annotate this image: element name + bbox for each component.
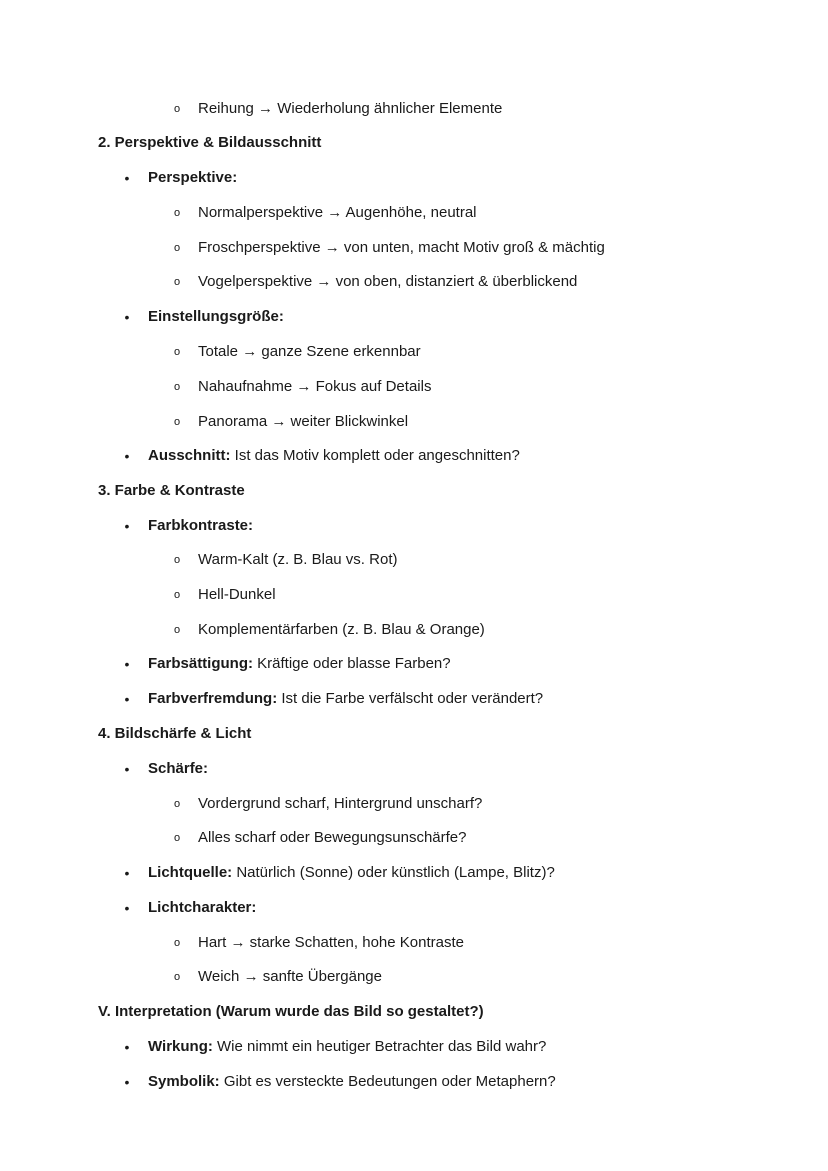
list-item [0, 1070, 760, 1094]
circle-bullet-icon: o [173, 103, 181, 115]
list-item-text [148, 444, 520, 468]
list-item [0, 97, 760, 121]
list-item-body: Ist die Farbe verfälscht oder verändert? [277, 690, 544, 707]
section-heading: 3. Farbe & Kontraste [98, 482, 245, 499]
bullet-icon: • [124, 170, 130, 186]
bullet-icon: • [124, 691, 130, 707]
list-item [0, 166, 760, 190]
list-item [0, 375, 760, 399]
circle-bullet-icon: o [173, 624, 181, 636]
list-item [0, 444, 760, 468]
list-item-label: Farbsättigung: [148, 655, 253, 672]
section-heading: V. Interpretation (Warum wurde das Bild so gestaltet?) [98, 1003, 484, 1020]
circle-bullet-icon: o [173, 276, 181, 288]
list-item [0, 652, 760, 676]
list-item-text [148, 1070, 556, 1094]
list-item-text: Hell-Dunkel [198, 586, 276, 603]
list-item [0, 757, 760, 781]
list-item-label: Einstellungsgröße: [148, 308, 284, 325]
list-item [0, 965, 760, 989]
circle-bullet-icon: o [173, 207, 181, 219]
list-item [0, 861, 760, 885]
list-item-body: Ist das Motiv komplett oder angeschnitten? [230, 447, 520, 464]
list-item-text: Hart → starke Schatten, hohe Kontraste [198, 934, 464, 951]
list-item [0, 270, 760, 294]
bullet-icon: • [124, 518, 130, 534]
list-item-label: Ausschnitt: [148, 447, 231, 464]
list-item-label: Wirkung: [148, 1038, 213, 1055]
list-item-text [148, 861, 555, 885]
list-item-text: Weich → sanfte Übergänge [198, 968, 382, 985]
circle-bullet-icon: o [173, 832, 181, 844]
list-item-label: Perspektive: [148, 169, 238, 186]
circle-bullet-icon: o [173, 554, 181, 566]
circle-bullet-icon: o [173, 971, 181, 983]
list-item-text: Normalperspektive → Augenhöhe, neutral [198, 204, 477, 221]
circle-bullet-icon: o [173, 346, 181, 358]
list-item-text: Warm-Kalt (z. B. Blau vs. Rot) [198, 551, 398, 568]
circle-bullet-icon: o [173, 416, 181, 428]
list-item-text: Vogelperspektive → von oben, distanziert & überblickend [198, 273, 578, 290]
circle-bullet-icon: o [173, 798, 181, 810]
list-item [0, 236, 760, 260]
bullet-icon: • [124, 1074, 130, 1090]
list-item [0, 1035, 760, 1059]
list-item [0, 548, 760, 572]
list-item-body: Natürlich (Sonne) oder künstlich (Lampe, Blitz)? [232, 864, 555, 881]
bullet-icon: • [124, 865, 130, 881]
list-item-text: Froschperspektive → von unten, macht Motiv groß & mächtig [198, 239, 605, 256]
list-item [0, 896, 760, 920]
list-item-body: Wie nimmt ein heutiger Betrachter das Bild wahr? [212, 1038, 547, 1055]
list-item-label: Symbolik: [148, 1073, 220, 1090]
list-item [0, 514, 760, 538]
list-item [0, 305, 760, 329]
bullet-icon: • [124, 900, 130, 916]
bullet-icon: • [124, 761, 130, 777]
section-heading: 4. Bildschärfe & Licht [98, 725, 252, 742]
list-item-body: Kräftige oder blasse Farben? [253, 655, 451, 672]
list-item-text [148, 1035, 546, 1059]
list-item-text [148, 652, 451, 676]
bullet-icon: • [124, 309, 130, 325]
circle-bullet-icon: o [173, 589, 181, 601]
list-item [0, 826, 760, 850]
list-item [0, 931, 760, 955]
list-item-text: Panorama → weiter Blickwinkel [198, 413, 409, 430]
list-item-text: Alles scharf oder Bewegungsunschärfe? [198, 829, 467, 846]
circle-bullet-icon: o [173, 381, 181, 393]
list-item-text: Reihung → Wiederholung ähnlicher Elemente [198, 100, 503, 117]
list-item [0, 618, 760, 642]
list-item-body: Gibt es versteckte Bedeutungen oder Metaphern? [219, 1073, 556, 1090]
list-item [0, 792, 760, 816]
list-item [0, 201, 760, 225]
list-item-label: Schärfe: [148, 760, 209, 777]
list-item-label: Farbkontraste: [148, 517, 254, 534]
list-item-text [148, 687, 543, 711]
list-item-label: Lichtcharakter: [148, 899, 257, 916]
list-item [0, 583, 760, 607]
circle-bullet-icon: o [173, 242, 181, 254]
list-item-text: Komplementärfarben (z. B. Blau & Orange) [198, 621, 485, 638]
list-item [0, 687, 760, 711]
list-item-label: Farbverfremdung: [148, 690, 278, 707]
list-item-text: Vordergrund scharf, Hintergrund unscharf? [198, 795, 483, 812]
section-heading: 2. Perspektive & Bildausschnitt [98, 134, 322, 151]
bullet-icon: • [124, 448, 130, 464]
list-item [0, 340, 760, 364]
list-item-label: Lichtquelle: [148, 864, 233, 881]
circle-bullet-icon: o [173, 937, 181, 949]
list-item-text: Totale → ganze Szene erkennbar [198, 343, 421, 360]
list-item-text: Nahaufnahme → Fokus auf Details [198, 378, 432, 395]
bullet-icon: • [124, 1039, 130, 1055]
bullet-icon: • [124, 656, 130, 672]
list-item [0, 410, 760, 434]
